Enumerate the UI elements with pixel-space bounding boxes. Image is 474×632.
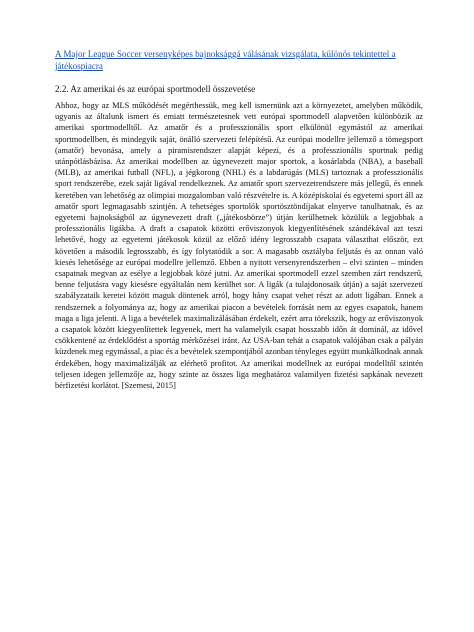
section-heading: 2.2. Az amerikai és az európai sportmodell összevetése bbox=[55, 84, 256, 94]
document-title-link[interactable]: A Major League Soccer versenyképes bajnoksággá válásának vizsgálata, különös tekintettel a játékospiacra bbox=[55, 49, 396, 71]
document-page bbox=[55, 48, 423, 391]
body-paragraph: Ahhoz, hogy az MLS működését megérthessük, meg kell ismernünk azt a környezetet, amelyben működik, ugyanis az általunk ismert és emiatt természetesnek vett európai sportmodell alapvetően különbözik az amerikai sportmodelltől. Az amatőr és a professzionális sport elkülönül egymástól az amerikai sportmodellben, és mindegyik saját, önálló szervezeti felépítésű. Az európai modellre jellemző a tömegsport (amatőr) bevonása, amely a piramisrendszer alapját képezi, és a professzionális sportnak pedig utánpótlásbázisa. Az amerikai modellben az úgynevezett major sportok, a kosárlabda (NBA), a baseball (MLB), az amerikai futball (NFL), a jégkorong (NHL) és a labdarúgás (MLS) tartoznak a professzionális sport rendszerébe, ezek saját ligával rendelkeznek. Az amatőr sport szervezetrendszere más jellegű, és ennek keretében van lehetőség az olimpiai mozgalomban való részvételre is. A középiskolai és egyetemi sport áll az amatőr sport legmagasabb szintjén. A tehetséges sportolók sportösztöndíjakat elnyerve tanulhatnak, és az egyetemi bajnokságból az úgynevezett draft („játékosbörze”) útján kerülhetnek közülük a legjobbak a professzionális ligákba. A draft a csapatok közötti erőviszonyok kiegyenlítésének szándékával azt teszi lehetővé, hogy az egyetemi játékosok közül az előző idény legrosszabb csapata választhat először, ezt követően a második legrosszabb, és így folytatódik a sor. A magasabb osztályba feljutás és az onnan való kiesés lehetősége az európai modellre jellemző. Ebben a nyitott versenyrendszerben – elvi szinten – minden csapatnak megvan az esélye a legjobbak közé jutni. Az amerikai sportmodell ezzel szemben zárt rendszerű, benne feljutásra vagy kiesésre egyáltalán nem kerülhet sor. A ligák (a tulajdonosaik útján) a saját szervezeti szabályzataik keretei között maguk döntenek arról, hogy hány csapat vehet részt az adott ligában. Ennek a rendszernek a folyománya az, hogy az amerikai piacon a bevételek forrását nem az egyes csapatok, hanem maga a liga jelenti. A liga a bevételek maximalizálásában érdekelt, ezért arra törekszik, hogy az erőviszonyok a csapatok között kiegyenlítettek legyenek, mert ha valamelyik csapat hosszabb időn át dominál, az idővel csökkentené az érdeklődést a sportág mérkőzései iránt. Az USA-ban tehát a csapatok valójában csak a pályán küzdenek meg egymással, a piac és a bevételek szempontjából azonban tényleges együtt munkálkodnak annak érdekében, hogy maximalizálják az elérhető profitot. Az amerikai modellnek az európai modelltől szintén teljesen idegen jellemzője az, hogy szinte az összes liga meghatároz valamilyen fizetési sapkának nevezett bérfizetési korlátot. [Szemesi, 2015] bbox=[55, 101, 423, 391]
